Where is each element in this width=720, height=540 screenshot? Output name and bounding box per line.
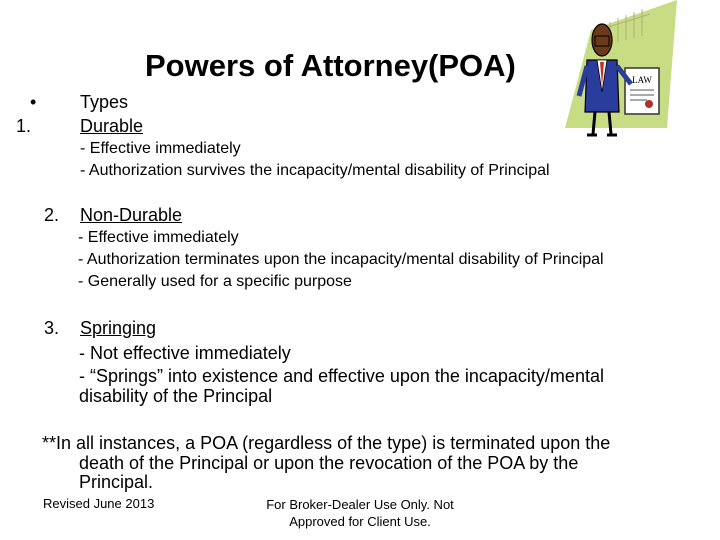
note-line-2: death of the Principal or upon the revocation of the POA by the bbox=[79, 453, 579, 473]
note-line-3: Principal. bbox=[79, 472, 154, 492]
section-2-line-2: - Authorization terminates upon the incapacity/mental disability of Principal bbox=[78, 251, 604, 268]
footer-disclaimer-line-2: Approved for Client Use. bbox=[289, 514, 431, 529]
section-2-heading: Non-Durable bbox=[80, 205, 183, 225]
types-label: Types bbox=[80, 92, 129, 112]
law-sign-text: LAW bbox=[632, 75, 652, 85]
section-3-line-2: - “Springs” into existence and effective upon the incapacity/mental bbox=[79, 366, 604, 386]
note-line-1: **In all instances, a POA (regardless of the type) is terminated upon the bbox=[42, 433, 611, 453]
footer-revised-date: Revised June 2013 bbox=[43, 496, 155, 511]
section-1-number: 1. bbox=[16, 116, 32, 136]
footer-disclaimer-line-1: For Broker-Dealer Use Only. Not bbox=[266, 497, 454, 512]
section-1-line-2: - Authorization survives the incapacity/mental disability of Principal bbox=[80, 162, 550, 179]
section-3-heading: Springing bbox=[80, 318, 157, 338]
section-2-line-3: - Generally used for a specific purpose bbox=[78, 273, 352, 290]
page-title: Powers of Attorney(POA) bbox=[145, 48, 516, 83]
section-3-number: 3. bbox=[44, 318, 60, 338]
section-2-line-1: - Effective immediately bbox=[78, 229, 239, 246]
section-1-line-1: - Effective immediately bbox=[80, 140, 241, 157]
section-3-line-1: - Not effective immediately bbox=[79, 343, 291, 363]
section-1-heading: Durable bbox=[80, 116, 144, 136]
types-bullet: • bbox=[30, 92, 37, 112]
section-3-line-3: disability of the Principal bbox=[79, 386, 273, 406]
section-2-number: 2. bbox=[44, 205, 60, 225]
footer-disclaimer bbox=[250, 496, 470, 530]
lawyer-clipart-icon bbox=[555, 0, 677, 142]
